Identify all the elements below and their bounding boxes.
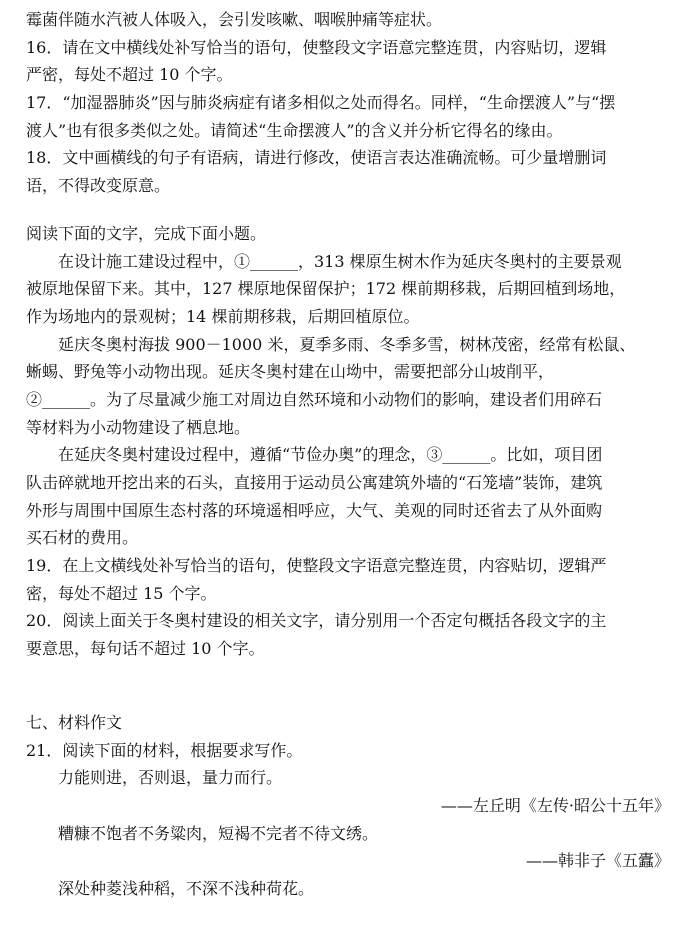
question-19: 19．在上文横线处补写恰当的语句，使整段文字语意完整连贯，内容贴切，逻辑严 [26, 556, 607, 576]
material-quote-2: 糟糠不饱者不务粱肉，短褐不完者不待文绣。 [58, 823, 379, 843]
question-20: 20．阅读上面关于冬奥村建设的相关文字，请分别用一个否定句概括各段文字的主 [26, 611, 607, 631]
question-17-cont: 渡人”也有很多类似之处。请简述“生命摆渡人”的含义并分析它得名的缘由。 [26, 120, 563, 140]
reading-intro: 阅读下面的文字，完成下面小题。 [26, 223, 267, 243]
question-20-cont: 要意思，每句话不超过 10 个字。 [26, 639, 265, 659]
question-18-cont: 语，不得改变原意。 [26, 176, 171, 196]
paragraph-3-line: 外形与周围中国原生态村落的环境遥相呼应，大气、美观的同时还省去了从外面购 [26, 500, 603, 520]
question-16-cont: 严密，每处不超过 10 个字。 [26, 65, 233, 85]
question-19-cont: 密，每处不超过 15 个字。 [26, 583, 217, 603]
question-17: 17．“加湿器肺炎”因与肺炎病症有诸多相似之处而得名。同样，“生命摆渡人”与“摆 [26, 93, 616, 113]
material-quote-1: 力能则进，否则退，量力而行。 [58, 768, 283, 788]
paragraph-1-line: 在设计施工建设过程中，①______，313 棵原生树木作为延庆冬奥村的主要景观 [58, 251, 622, 271]
text-line: 霉菌伴随水汽被人体吸入，会引发咳嗽、咽喉肿痛等症状。 [26, 10, 443, 29]
prev-section [26, 6, 674, 200]
paragraph-2-line: 蜥蜴、野兔等小动物出现。延庆冬奥村建在山坳中，需要把部分山坡削平， [26, 362, 555, 382]
paragraph-2-line: ②______。为了尽量减少施工对周边自然环境和小动物们的影响，建设者们用碎石 [26, 389, 603, 409]
material-source-2: ——韩非子《五蠹》 [525, 851, 670, 871]
document-page [26, 6, 674, 903]
paragraph-3-line: 队击碎就地开挖出来的石头，直接用于运动员公寓建筑外墙的“石笼墙”装饰，建筑 [26, 473, 603, 492]
paragraph-3-line: 买石材的费用。 [26, 528, 139, 548]
question-16: 16．请在文中横线处补写恰当的语句，使整段文字语意完整连贯，内容贴切，逻辑 [26, 37, 607, 57]
paragraph-1-line: 被原地保留下来。其中，127 棵原地保留保护；172 棵前期移栽，后期回植到场地， [26, 279, 626, 299]
paragraph-1-line: 作为场地内的景观树；14 棵前期移栽，后期回植原位。 [26, 306, 420, 326]
paragraph-3-line: 在延庆冬奥村建设过程中，遵循“节俭办奥”的理念，③______。比如，项目团 [58, 445, 603, 465]
spacer [26, 663, 674, 709]
essay-section [26, 709, 674, 903]
spacer [26, 200, 674, 220]
reading-section [26, 220, 674, 663]
material-source-1: ——左丘明《左传·昭公十五年》 [440, 795, 670, 815]
paragraph-2-line: 等材料为小动物建设了栖息地。 [26, 417, 251, 437]
paragraph-2-line: 延庆冬奥村海拔 900－1000 米，夏季多雨、冬季多雪，树林茂密，经常有松鼠、 [58, 334, 636, 354]
question-18: 18．文中画横线的句子有语病，请进行修改，使语言表达准确流畅。可少量增删词 [26, 148, 607, 168]
question-21: 21．阅读下面的材料，根据要求写作。 [26, 740, 303, 760]
material-quote-3: 深处种菱浅种稻，不深不浅种荷花。 [58, 878, 315, 898]
section-heading: 七、材料作文 [26, 712, 123, 732]
